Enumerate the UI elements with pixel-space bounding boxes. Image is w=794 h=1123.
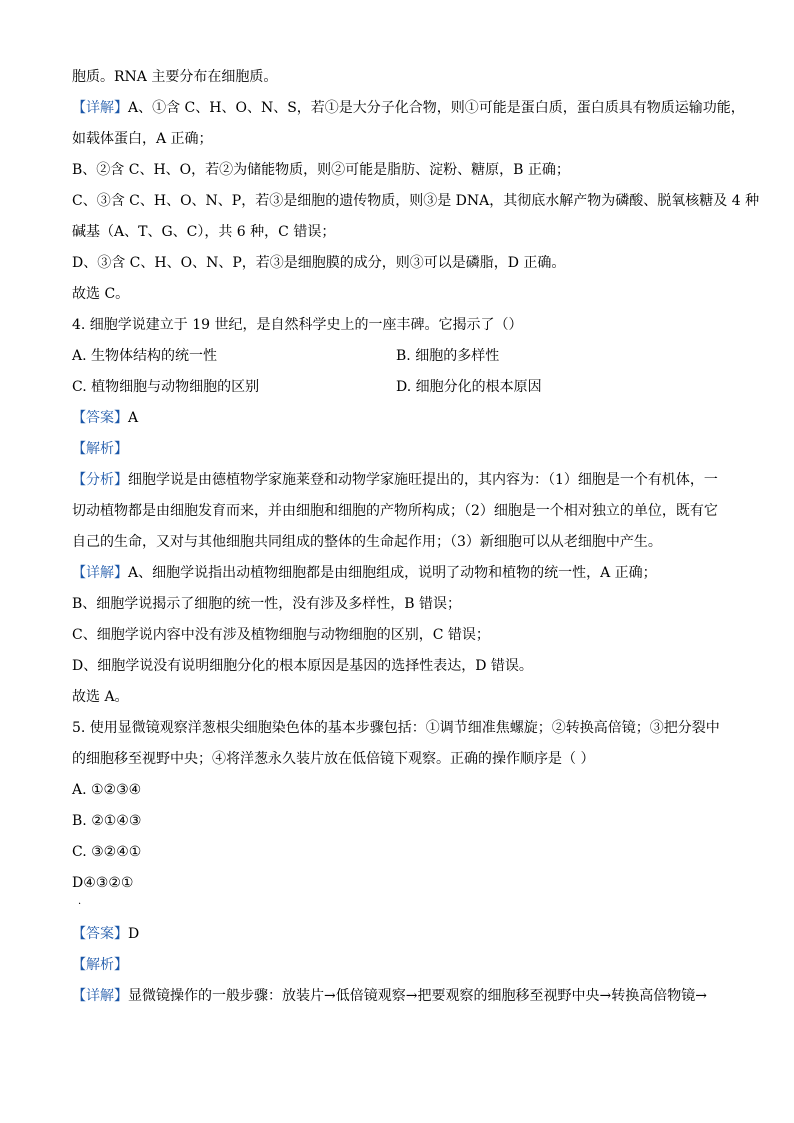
text-line	[72, 496, 724, 527]
answer-value: A	[128, 410, 139, 426]
text-line	[72, 186, 760, 217]
document-page	[72, 62, 760, 1012]
text-line	[72, 155, 724, 186]
detail-tag: 【详解】	[72, 988, 128, 1004]
question-5-stem-2: 的细胞移至视野中央；④将洋葱永久装片放在低倍镜下观察。正确的操作顺序是（ ）	[72, 751, 595, 767]
text-line	[72, 465, 724, 496]
text-line	[72, 682, 724, 713]
paragraph-text: C、③含 C、H、O、N、P，若③是细胞的遗传物质，则③是 DNA，其彻底水解产物为磷酸、脱氧核糖及 4 种	[72, 193, 760, 209]
paragraph-text: 切动植物都是由细胞发育而来，并由细胞和细胞的产物所构成；（2）细胞是一个相对独立的单位，既有它	[72, 503, 718, 519]
fenxi-tag: 【分析】	[72, 472, 128, 488]
option-a: A. ①②③④	[72, 782, 142, 798]
question-stem	[72, 310, 724, 341]
answer-value: D	[128, 926, 140, 942]
paragraph-text: B、细胞学说揭示了细胞的统一性，没有涉及多样性，B 错误；	[72, 596, 462, 612]
paragraph-text: A、细胞学说指出动植物细胞都是由细胞组成，说明了动物和植物的统一性，A 正确；	[128, 565, 657, 581]
option-c: C. ③②④①	[72, 844, 142, 860]
paragraph-text: D、细胞学说没有说明细胞分化的根本原因是基因的选择性表达，D 错误。	[72, 658, 533, 674]
text-line	[72, 93, 745, 124]
analysis-line	[72, 434, 724, 465]
text-line	[72, 527, 724, 558]
paragraph-text: 碱基（A、T、G、C），共 6 种，C 错误；	[72, 224, 336, 240]
text-line	[72, 217, 724, 248]
stray-mark: ·	[78, 899, 82, 910]
paragraph-text: A、①含 C、H、O、N、S，若①是大分子化合物，则①可能是蛋白质，蛋白质具有物质运输功能，	[128, 100, 745, 116]
option-line	[72, 837, 724, 868]
paragraph-text: D、③含 C、H、O、N、P，若③是细胞膜的成分，则③可以是磷脂，D 正确。	[72, 255, 566, 271]
text-line	[72, 124, 724, 155]
option-b: B. ②①④③	[72, 813, 142, 829]
option-line	[72, 806, 724, 837]
paragraph-text: 细胞学说是由德植物学家施莱登和动物学家施旺提出的，其内容为：（1）细胞是一个有机体，一	[128, 472, 718, 488]
question-stem	[72, 744, 724, 775]
analysis-tag: 【解析】	[72, 441, 128, 457]
text-line	[72, 981, 724, 1012]
option-line	[72, 868, 724, 899]
text-line	[72, 279, 724, 310]
analysis-line	[72, 950, 724, 981]
paragraph-text: C、细胞学说内容中没有涉及植物细胞与动物细胞的区别，C 错误；	[72, 627, 490, 643]
text-line	[72, 620, 724, 651]
option-c: C. 植物细胞与动物细胞的区别	[72, 379, 260, 395]
conclusion-text: 故选 C。	[72, 286, 130, 302]
option-d: D④③②①	[72, 875, 134, 891]
question-stem	[72, 713, 724, 744]
text-line	[72, 62, 724, 93]
option-d: D. 细胞分化的根本原因	[396, 379, 542, 395]
options-row	[72, 341, 724, 372]
stray-mark-line	[72, 899, 724, 919]
text-line	[72, 651, 724, 682]
detail-tag: 【详解】	[72, 100, 128, 116]
paragraph-text: 胞质。RNA 主要分布在细胞质。	[72, 69, 278, 85]
option-line	[72, 775, 724, 806]
option-a: A. 生物体结构的统一性	[72, 348, 218, 364]
analysis-tag: 【解析】	[72, 957, 128, 973]
paragraph-text: 自己的生命，又对与其他细胞共同组成的整体的生命起作用；（3）新细胞可以从老细胞中产生。	[72, 534, 662, 550]
answer-tag: 【答案】	[72, 410, 128, 426]
detail-tag: 【详解】	[72, 565, 128, 581]
option-b: B. 细胞的多样性	[396, 348, 500, 364]
question-5-stem-1: 5. 使用显微镜观察洋葱根尖细胞染色体的基本步骤包括：①调节细准焦螺旋；②转换高倍镜；③把分裂中	[72, 720, 720, 736]
options-row	[72, 372, 724, 403]
answer-line	[72, 403, 724, 434]
question-4-stem: 4. 细胞学说建立于 19 世纪，是自然科学史上的一座丰碑。它揭示了（）	[72, 317, 523, 333]
paragraph-text: 如载体蛋白，A 正确；	[72, 131, 213, 147]
paragraph-text: 显微镜操作的一般步骤：放装片→低倍镜观察→把要观察的细胞移至视野中央→转换高倍物镜→	[128, 988, 707, 1004]
paragraph-text: B、②含 C、H、O，若②为储能物质，则②可能是脂肪、淀粉、糖原，B 正确；	[72, 162, 570, 178]
conclusion-text: 故选 A。	[72, 689, 129, 705]
answer-tag: 【答案】	[72, 926, 128, 942]
answer-line	[72, 919, 724, 950]
text-line	[72, 248, 724, 279]
text-line	[72, 589, 724, 620]
text-line	[72, 558, 724, 589]
